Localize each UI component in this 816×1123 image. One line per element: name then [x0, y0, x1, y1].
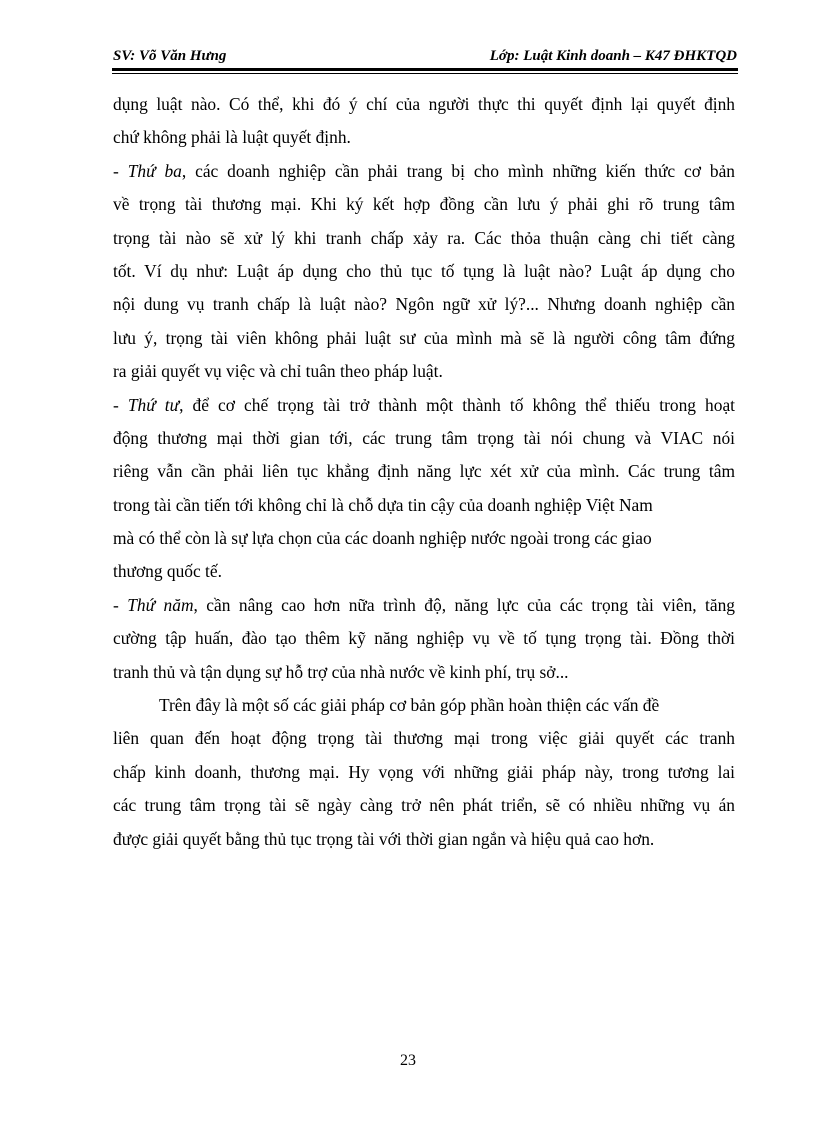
body-line: ra giải quyết vụ việc và chỉ tuân theo pháp luật.	[113, 361, 443, 382]
list-item-fifth-first-line	[113, 589, 735, 622]
list-dash: -	[113, 160, 128, 181]
body-line: mà có thể còn là sự lựa chọn của các doanh nghiệp nước ngoài trong các giao	[113, 528, 652, 549]
body-line: các trung tâm trọng tài sẽ ngày càng trở nên phát triển, sẽ có nhiều những vụ án	[113, 795, 735, 816]
body-line: chứ không phải là luật quyết định.	[113, 127, 351, 148]
list-item-label: Thứ tư	[127, 394, 180, 415]
body-line: trong tài cần tiến tới không chỉ là chỗ dựa tin cậy của doanh nghiệp Việt Nam	[113, 494, 653, 515]
list-item-text: , các doanh nghiệp cần phải trang bị cho mình những kiến thức cơ bản	[181, 160, 735, 181]
list-item-third-first-line	[113, 155, 735, 188]
conclusion-first-line: Trên đây là một số các giải pháp cơ bản góp phần hoàn thiện các vấn đề	[159, 695, 660, 716]
body-line: thương quốc tế.	[113, 561, 222, 582]
header-student-name: SV: Võ Văn Hưng	[113, 48, 227, 64]
page-number: 23	[400, 1052, 416, 1069]
body-line: tốt. Ví dụ như: Luật áp dụng cho thủ tục tố tụng là luật nào? Luật áp dụng cho	[113, 260, 735, 281]
body-line: tranh thủ và tận dụng sự hỗ trợ của nhà nước về kinh phí, trụ sở...	[113, 661, 569, 682]
body-line: riêng vẫn cần phải liên tục khẳng định năng lực xét xử của mình. Các trung tâm	[113, 461, 735, 482]
body-line: động thương mại thời gian tới, các trung tâm trọng tài nói chung và VIAC nói	[113, 427, 735, 448]
list-item-label: Thứ ba	[127, 160, 182, 181]
list-dash: -	[113, 594, 128, 615]
list-item-fourth-first-line	[113, 389, 735, 422]
body-line: lưu ý, trọng tài viên không phải luật sư của mình mà sẽ là người công tâm đứng	[113, 327, 735, 348]
list-item-text: , cần nâng cao hơn nữa trình độ, năng lực của các trọng tài viên, tăng	[193, 594, 735, 615]
list-item-text: , để cơ chế trọng tài trở thành một thành tố không thể thiếu trong hoạt	[179, 394, 735, 415]
body-line: về trọng tài thương mại. Khi ký kết hợp đồng cần lưu ý phải ghi rõ trung tâm	[113, 194, 735, 215]
list-item-label: Thứ năm	[127, 594, 194, 615]
body-line: liên quan đến hoạt động trọng tài thương mại trong việc giải quyết các tranh	[113, 728, 735, 749]
list-dash: -	[113, 394, 128, 415]
body-line: cường tập huấn, đào tạo thêm kỹ năng nghiệp vụ về tố tụng trọng tài. Đồng thời	[113, 628, 735, 649]
header-class-name: Lớp: Luật Kinh doanh – K47 ĐHKTQD	[489, 48, 737, 64]
body-line: dụng luật nào. Có thể, khi đó ý chí của người thực thi quyết định lại quyết định	[113, 94, 735, 114]
body-line: nội dung vụ tranh chấp là luật nào? Ngôn ngữ xử lý?... Nhưng doanh nghiệp cần	[113, 294, 735, 315]
body-line: trọng tài nào sẽ xử lý khi tranh chấp xảy ra. Các thỏa thuận càng chi tiết càng	[113, 227, 735, 248]
header-divider-thin	[112, 73, 738, 74]
body-line: được giải quyết bằng thủ tục trọng tài với thời gian ngắn và hiệu quả cao hơn.	[113, 828, 655, 849]
body-line: chấp kinh doanh, thương mại. Hy vọng với những giải pháp này, trong tương lai	[113, 761, 735, 782]
document-body	[113, 88, 735, 856]
header-divider-thick	[112, 68, 738, 71]
page-header	[113, 46, 737, 68]
